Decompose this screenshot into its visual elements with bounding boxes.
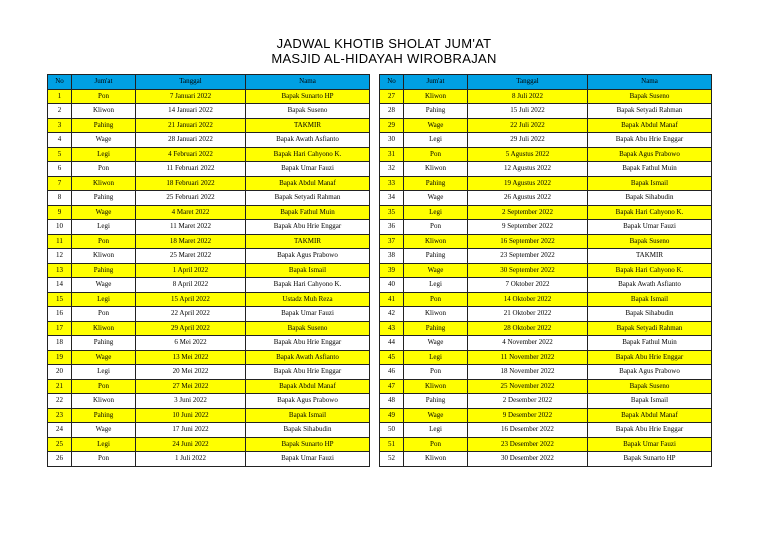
schedule-table-right — [379, 74, 712, 467]
column-header-name: Nama — [588, 75, 712, 90]
cell-name: Bapak Ismail — [246, 263, 370, 278]
cell-no: 20 — [48, 365, 72, 380]
cell-name: Bapak Setyadi Rahman — [588, 104, 712, 119]
cell-day: Pon — [404, 365, 468, 380]
cell-day: Kliwon — [72, 394, 136, 409]
cell-date: 18 Februari 2022 — [136, 176, 246, 191]
table-row — [380, 307, 712, 322]
cell-date: 29 Juli 2022 — [468, 133, 588, 148]
cell-no: 36 — [380, 220, 404, 235]
cell-name: Bapak Abdul Manaf — [588, 408, 712, 423]
cell-day: Pon — [72, 162, 136, 177]
cell-day: Kliwon — [72, 321, 136, 336]
cell-date: 4 Maret 2022 — [136, 205, 246, 220]
cell-day: Legi — [72, 292, 136, 307]
table-row — [48, 205, 370, 220]
table-row — [380, 89, 712, 104]
cell-date: 24 Juni 2022 — [136, 437, 246, 452]
cell-name: Bapak Abdul Manaf — [246, 176, 370, 191]
table-row — [380, 249, 712, 264]
table-row — [380, 350, 712, 365]
table-row — [48, 249, 370, 264]
cell-name: Bapak Agus Prabowo — [588, 147, 712, 162]
cell-no: 43 — [380, 321, 404, 336]
cell-date: 3 Juni 2022 — [136, 394, 246, 409]
column-header-name: Nama — [246, 75, 370, 90]
cell-name: Bapak Sihabudin — [588, 307, 712, 322]
cell-name: Bapak Abdul Manaf — [246, 379, 370, 394]
table-header-row — [48, 75, 370, 90]
cell-name: Bapak Suseno — [588, 89, 712, 104]
cell-day: Legi — [72, 437, 136, 452]
cell-no: 13 — [48, 263, 72, 278]
table-row — [48, 133, 370, 148]
cell-date: 10 Juni 2022 — [136, 408, 246, 423]
table-row — [48, 452, 370, 467]
cell-no: 45 — [380, 350, 404, 365]
table-row — [48, 147, 370, 162]
cell-no: 17 — [48, 321, 72, 336]
cell-day: Legi — [72, 365, 136, 380]
table-row — [48, 423, 370, 438]
cell-name: Bapak Abu Hrie Enggar — [588, 350, 712, 365]
cell-no: 2 — [48, 104, 72, 119]
cell-name: Bapak Umar Fauzi — [246, 452, 370, 467]
cell-no: 35 — [380, 205, 404, 220]
cell-day: Pahing — [404, 176, 468, 191]
cell-day: Pon — [72, 89, 136, 104]
cell-name: Bapak Suseno — [246, 104, 370, 119]
cell-day: Pahing — [72, 263, 136, 278]
cell-name: Bapak Suseno — [588, 379, 712, 394]
cell-name: Bapak Sihabudin — [588, 191, 712, 206]
cell-name: Bapak Abu Hrie Enggar — [588, 423, 712, 438]
cell-date: 26 Agustus 2022 — [468, 191, 588, 206]
cell-no: 21 — [48, 379, 72, 394]
cell-name: Bapak Ismail — [588, 394, 712, 409]
cell-name: Bapak Fathul Muin — [246, 205, 370, 220]
cell-no: 24 — [48, 423, 72, 438]
cell-name: Bapak Hari Cahyono K. — [246, 278, 370, 293]
cell-name: Bapak Abdul Manaf — [588, 118, 712, 133]
cell-date: 1 Juli 2022 — [136, 452, 246, 467]
cell-date: 9 September 2022 — [468, 220, 588, 235]
cell-no: 25 — [48, 437, 72, 452]
table-row — [48, 104, 370, 119]
cell-date: 28 Oktober 2022 — [468, 321, 588, 336]
cell-no: 50 — [380, 423, 404, 438]
cell-date: 25 Maret 2022 — [136, 249, 246, 264]
cell-day: Wage — [404, 408, 468, 423]
cell-no: 16 — [48, 307, 72, 322]
cell-name: Bapak Awath Asfianto — [588, 278, 712, 293]
cell-day: Legi — [72, 220, 136, 235]
cell-no: 34 — [380, 191, 404, 206]
cell-day: Pon — [72, 307, 136, 322]
cell-date: 16 Desember 2022 — [468, 423, 588, 438]
cell-name: Bapak Hari Cahyono K. — [246, 147, 370, 162]
cell-date: 2 September 2022 — [468, 205, 588, 220]
table-row — [48, 307, 370, 322]
cell-date: 22 April 2022 — [136, 307, 246, 322]
cell-day: Pahing — [404, 394, 468, 409]
table-row — [380, 365, 712, 380]
cell-no: 22 — [48, 394, 72, 409]
cell-day: Kliwon — [72, 176, 136, 191]
table-row — [48, 379, 370, 394]
cell-no: 23 — [48, 408, 72, 423]
table-row — [380, 263, 712, 278]
cell-day: Kliwon — [404, 307, 468, 322]
cell-day: Legi — [404, 423, 468, 438]
cell-no: 38 — [380, 249, 404, 264]
table-row — [380, 147, 712, 162]
table-row — [380, 133, 712, 148]
column-header-date: Tanggal — [468, 75, 588, 90]
cell-day: Wage — [404, 191, 468, 206]
cell-date: 7 Oktober 2022 — [468, 278, 588, 293]
table-row — [48, 278, 370, 293]
cell-day: Legi — [404, 205, 468, 220]
cell-no: 9 — [48, 205, 72, 220]
cell-date: 13 Mei 2022 — [136, 350, 246, 365]
cell-no: 49 — [380, 408, 404, 423]
cell-date: 21 Oktober 2022 — [468, 307, 588, 322]
column-header-date: Tanggal — [136, 75, 246, 90]
cell-day: Pon — [404, 220, 468, 235]
cell-date: 14 Januari 2022 — [136, 104, 246, 119]
cell-name: Bapak Ismail — [588, 176, 712, 191]
cell-day: Pahing — [404, 249, 468, 264]
cell-no: 37 — [380, 234, 404, 249]
cell-day: Kliwon — [404, 452, 468, 467]
cell-no: 19 — [48, 350, 72, 365]
cell-date: 15 Juli 2022 — [468, 104, 588, 119]
cell-name: Ustadz Muh Reza — [246, 292, 370, 307]
cell-name: Bapak Umar Fauzi — [246, 162, 370, 177]
cell-no: 30 — [380, 133, 404, 148]
cell-day: Pon — [404, 437, 468, 452]
cell-name: Bapak Umar Fauzi — [588, 220, 712, 235]
table-row — [48, 336, 370, 351]
document-subtitle: MASJID AL-HIDAYAH WIROBRAJAN — [271, 51, 497, 66]
table-row — [48, 394, 370, 409]
cell-date: 23 September 2022 — [468, 249, 588, 264]
cell-date: 25 November 2022 — [468, 379, 588, 394]
cell-no: 40 — [380, 278, 404, 293]
cell-name: Bapak Abu Hrie Enggar — [246, 365, 370, 380]
cell-day: Wage — [72, 133, 136, 148]
cell-name: Bapak Hari Cahyono K. — [588, 263, 712, 278]
cell-day: Pahing — [72, 118, 136, 133]
cell-day: Pon — [404, 292, 468, 307]
cell-no: 6 — [48, 162, 72, 177]
cell-date: 7 Januari 2022 — [136, 89, 246, 104]
cell-date: 27 Mei 2022 — [136, 379, 246, 394]
cell-name: Bapak Sunarto HP — [246, 89, 370, 104]
table-row — [380, 452, 712, 467]
cell-no: 46 — [380, 365, 404, 380]
table-row — [48, 176, 370, 191]
table-row — [48, 118, 370, 133]
cell-date: 25 Februari 2022 — [136, 191, 246, 206]
cell-name: TAKMIR — [246, 118, 370, 133]
cell-no: 33 — [380, 176, 404, 191]
cell-no: 1 — [48, 89, 72, 104]
cell-name: Bapak Agus Prabowo — [246, 249, 370, 264]
cell-name: Bapak Suseno — [588, 234, 712, 249]
schedule-table-left — [47, 74, 370, 467]
cell-date: 12 Agustus 2022 — [468, 162, 588, 177]
cell-name: Bapak Ismail — [588, 292, 712, 307]
cell-name: Bapak Agus Prabowo — [588, 365, 712, 380]
cell-no: 4 — [48, 133, 72, 148]
table-row — [48, 162, 370, 177]
table-row — [48, 408, 370, 423]
cell-no: 7 — [48, 176, 72, 191]
cell-day: Pahing — [404, 321, 468, 336]
cell-date: 11 November 2022 — [468, 350, 588, 365]
cell-day: Legi — [72, 147, 136, 162]
column-header-day: Jum'at — [72, 75, 136, 90]
cell-date: 23 Desember 2022 — [468, 437, 588, 452]
cell-name: Bapak Sihabudin — [246, 423, 370, 438]
table-row — [380, 205, 712, 220]
table-header-row — [380, 75, 712, 90]
cell-date: 19 Agustus 2022 — [468, 176, 588, 191]
cell-no: 14 — [48, 278, 72, 293]
cell-day: Wage — [72, 205, 136, 220]
cell-date: 4 Februari 2022 — [136, 147, 246, 162]
table-row — [48, 292, 370, 307]
table-row — [380, 234, 712, 249]
table-row — [380, 162, 712, 177]
cell-name: Bapak Umar Fauzi — [246, 307, 370, 322]
cell-no: 44 — [380, 336, 404, 351]
cell-name: Bapak Fathul Muin — [588, 336, 712, 351]
cell-no: 41 — [380, 292, 404, 307]
cell-date: 22 Juli 2022 — [468, 118, 588, 133]
cell-name: Bapak Abu Hrie Enggar — [246, 336, 370, 351]
table-row — [380, 104, 712, 119]
cell-no: 28 — [380, 104, 404, 119]
cell-name: Bapak Abu Hrie Enggar — [246, 220, 370, 235]
table-row — [48, 234, 370, 249]
cell-day: Wage — [72, 423, 136, 438]
cell-date: 5 Agustus 2022 — [468, 147, 588, 162]
cell-no: 32 — [380, 162, 404, 177]
cell-day: Kliwon — [404, 379, 468, 394]
cell-day: Pon — [72, 379, 136, 394]
table-row — [48, 437, 370, 452]
cell-no: 11 — [48, 234, 72, 249]
table-row — [380, 321, 712, 336]
table-row — [380, 118, 712, 133]
cell-date: 18 Maret 2022 — [136, 234, 246, 249]
cell-date: 20 Mei 2022 — [136, 365, 246, 380]
table-row — [380, 437, 712, 452]
cell-no: 15 — [48, 292, 72, 307]
cell-day: Kliwon — [404, 234, 468, 249]
cell-no: 39 — [380, 263, 404, 278]
cell-date: 15 April 2022 — [136, 292, 246, 307]
cell-day: Wage — [404, 118, 468, 133]
cell-day: Wage — [72, 278, 136, 293]
cell-date: 6 Mei 2022 — [136, 336, 246, 351]
table-row — [380, 278, 712, 293]
table-row — [380, 292, 712, 307]
cell-no: 27 — [380, 89, 404, 104]
document-title: JADWAL KHOTIB SHOLAT JUM'AT — [276, 36, 492, 51]
cell-name: Bapak Awath Asfianto — [246, 133, 370, 148]
table-row — [380, 423, 712, 438]
table-row — [380, 379, 712, 394]
table-row — [380, 336, 712, 351]
cell-name: Bapak Sunarto HP — [246, 437, 370, 452]
cell-date: 1 April 2022 — [136, 263, 246, 278]
cell-day: Pahing — [72, 408, 136, 423]
cell-no: 42 — [380, 307, 404, 322]
cell-day: Legi — [404, 350, 468, 365]
cell-day: Kliwon — [404, 162, 468, 177]
cell-no: 48 — [380, 394, 404, 409]
cell-name: Bapak Umar Fauzi — [588, 437, 712, 452]
cell-day: Legi — [404, 278, 468, 293]
cell-day: Wage — [404, 336, 468, 351]
cell-name: Bapak Hari Cahyono K. — [588, 205, 712, 220]
cell-date: 4 November 2022 — [468, 336, 588, 351]
table-row — [48, 191, 370, 206]
table-row — [380, 408, 712, 423]
cell-day: Legi — [404, 133, 468, 148]
cell-no: 12 — [48, 249, 72, 264]
column-header-day: Jum'at — [404, 75, 468, 90]
cell-name: Bapak Setyadi Rahman — [588, 321, 712, 336]
cell-date: 8 April 2022 — [136, 278, 246, 293]
table-row — [48, 350, 370, 365]
cell-name: Bapak Fathul Muin — [588, 162, 712, 177]
table-row — [48, 321, 370, 336]
cell-date: 28 Januari 2022 — [136, 133, 246, 148]
cell-date: 30 September 2022 — [468, 263, 588, 278]
cell-no: 52 — [380, 452, 404, 467]
table-row — [380, 394, 712, 409]
cell-date: 9 Desember 2022 — [468, 408, 588, 423]
table-row — [380, 176, 712, 191]
table-row — [48, 263, 370, 278]
cell-day: Kliwon — [404, 89, 468, 104]
cell-name: Bapak Abu Hrie Enggar — [588, 133, 712, 148]
cell-no: 29 — [380, 118, 404, 133]
cell-no: 10 — [48, 220, 72, 235]
cell-day: Kliwon — [72, 104, 136, 119]
cell-name: TAKMIR — [246, 234, 370, 249]
cell-date: 17 Juni 2022 — [136, 423, 246, 438]
cell-day: Pon — [404, 147, 468, 162]
cell-day: Pon — [72, 452, 136, 467]
cell-day: Kliwon — [72, 249, 136, 264]
cell-day: Pahing — [72, 336, 136, 351]
table-row — [380, 191, 712, 206]
cell-date: 18 November 2022 — [468, 365, 588, 380]
cell-date: 14 Oktober 2022 — [468, 292, 588, 307]
cell-name: TAKMIR — [588, 249, 712, 264]
cell-no: 31 — [380, 147, 404, 162]
table-row — [48, 365, 370, 380]
cell-no: 3 — [48, 118, 72, 133]
cell-name: Bapak Agus Prabowo — [246, 394, 370, 409]
cell-date: 21 Januari 2022 — [136, 118, 246, 133]
table-row — [48, 220, 370, 235]
cell-day: Pon — [72, 234, 136, 249]
cell-no: 18 — [48, 336, 72, 351]
column-header-no: No — [380, 75, 404, 90]
cell-day: Wage — [72, 350, 136, 365]
column-header-no: No — [48, 75, 72, 90]
cell-name: Bapak Setyadi Rahman — [246, 191, 370, 206]
cell-name: Bapak Sunarto HP — [588, 452, 712, 467]
table-row — [48, 89, 370, 104]
cell-no: 26 — [48, 452, 72, 467]
cell-name: Bapak Awath Asfianto — [246, 350, 370, 365]
cell-date: 2 Desember 2022 — [468, 394, 588, 409]
cell-name: Bapak Ismail — [246, 408, 370, 423]
table-row — [380, 220, 712, 235]
cell-date: 29 April 2022 — [136, 321, 246, 336]
cell-date: 11 Februari 2022 — [136, 162, 246, 177]
cell-date: 11 Maret 2022 — [136, 220, 246, 235]
cell-day: Wage — [404, 263, 468, 278]
cell-day: Pahing — [72, 191, 136, 206]
cell-no: 8 — [48, 191, 72, 206]
cell-date: 16 September 2022 — [468, 234, 588, 249]
cell-no: 47 — [380, 379, 404, 394]
cell-no: 5 — [48, 147, 72, 162]
cell-date: 8 Juli 2022 — [468, 89, 588, 104]
cell-day: Pahing — [404, 104, 468, 119]
cell-date: 30 Desember 2022 — [468, 452, 588, 467]
cell-no: 51 — [380, 437, 404, 452]
cell-name: Bapak Suseno — [246, 321, 370, 336]
